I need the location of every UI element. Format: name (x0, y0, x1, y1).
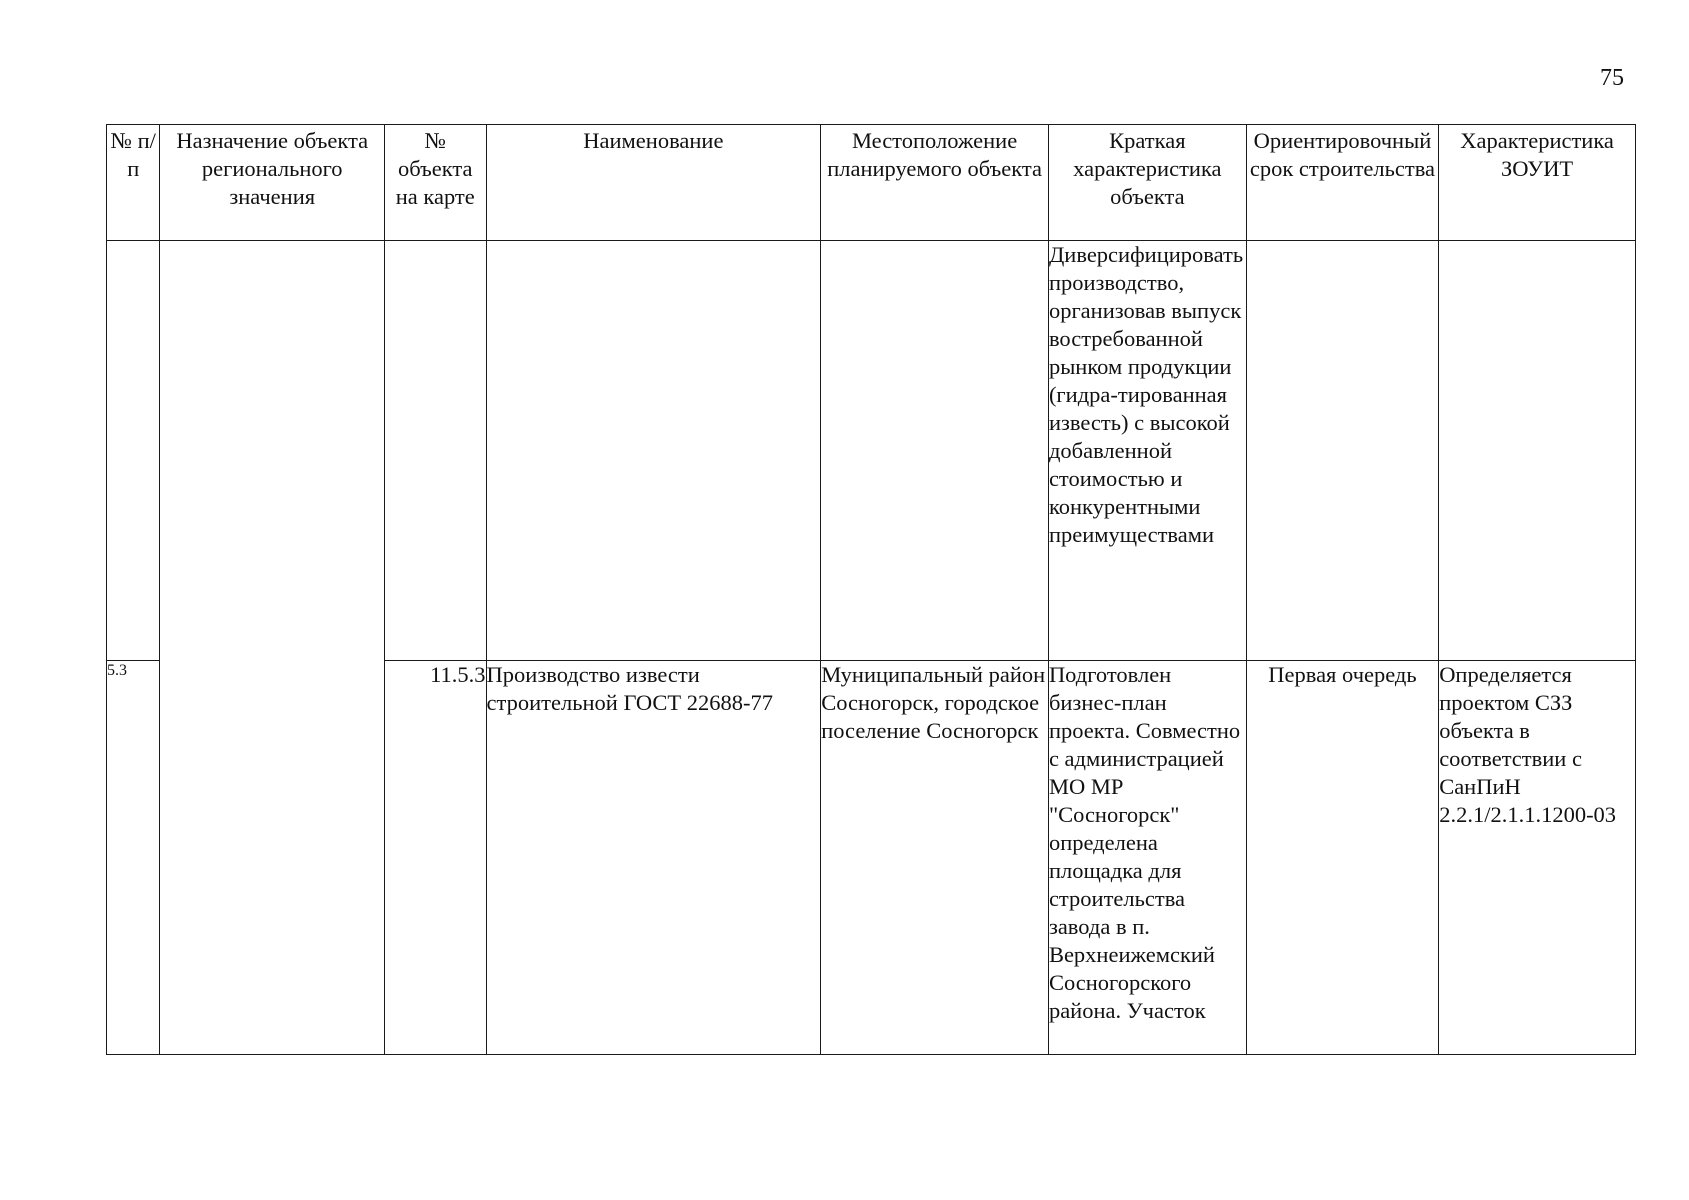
cont-name-cell (486, 241, 821, 661)
page-number: 75 (1600, 65, 1624, 91)
cont-location-cell (821, 241, 1049, 661)
row-name-cell: Производство извести строительной ГОСТ 22688-77 (486, 661, 821, 1055)
row-brief-cell: Подготовлен бизнес-план проекта. Совместно с администрацией МО МР "Сосногорск" определена площадка для строительства завода в п. Верхнеижемский Сосногорского района. Участок (1048, 661, 1246, 1055)
row-zouit-cell: Определяется проектом СЗЗ объекта в соответствии с СанПиН 2.2.1/2.1.1.1200-03 (1439, 661, 1636, 1055)
header-num: № п/п (107, 125, 160, 241)
header-purpose: Назначение объекта регионального значения (160, 125, 385, 241)
cont-zouit-cell (1439, 241, 1636, 661)
objects-table (106, 124, 1636, 1055)
cont-map-num-cell (384, 241, 486, 661)
row-num-cell: 5.3 (107, 661, 160, 1055)
objects-table-frame (106, 124, 1636, 1054)
header-map-num: № объекта на карте (384, 125, 486, 241)
header-term: Ориентировочный срок строительства (1246, 125, 1438, 241)
header-location: Местоположение планируемого объекта (821, 125, 1049, 241)
row-location-cell: Муниципальный район Сосногорск, городское поселение Сосногорск (821, 661, 1049, 1055)
header-brief: Краткая характеристика объекта (1048, 125, 1246, 241)
row-term-cell: Первая очередь (1246, 661, 1438, 1055)
header-name: Наименование (486, 125, 821, 241)
table-header-row (107, 125, 1636, 241)
purpose-cell (160, 241, 385, 1055)
table-row-continuation (107, 241, 1636, 661)
row-map-num-cell: 11.5.3 (384, 661, 486, 1055)
cont-term-cell (1246, 241, 1438, 661)
header-zouit: Характеристика ЗОУИТ (1439, 125, 1636, 241)
cont-num-cell (107, 241, 160, 661)
cont-brief-cell: Диверсифицировать производство, организовав выпуск востребованной рынком продукции (гидра-тированная известь) с высокой добавленной стоимостью и конкурентными преимуществами (1048, 241, 1246, 661)
